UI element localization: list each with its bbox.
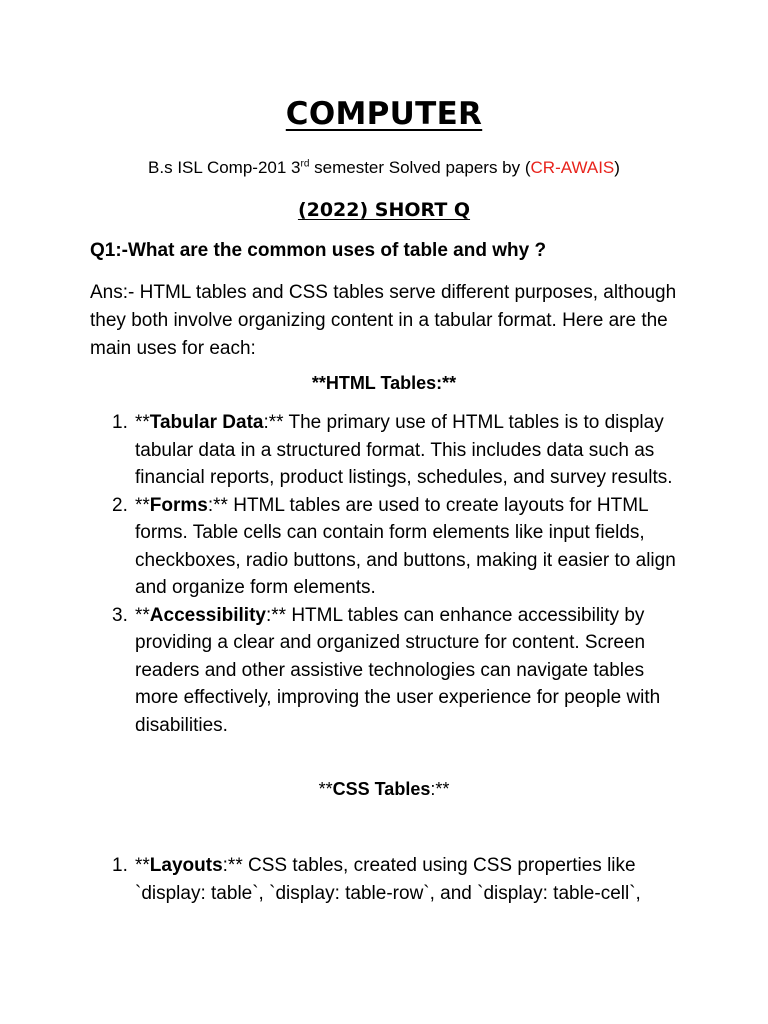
list-item-term: Tabular Data: [149, 412, 264, 433]
heading-marker: :**: [430, 779, 450, 799]
list-item-marker: :**: [265, 604, 287, 626]
subtitle-middle: semester Solved papers by (: [309, 158, 531, 177]
question-text: Q1:-What are the common uses of table and why ?: [90, 240, 547, 261]
list-item-number: 1.: [112, 855, 128, 876]
list-item: [90, 852, 690, 907]
list-item-text: CSS tables, created using CSS properties like `display: table`, `display: table-row`, and `display: table-cell`,: [135, 855, 641, 904]
html-tables-list: [90, 409, 690, 739]
list-item: [90, 602, 690, 740]
list-item-marker: **: [135, 412, 150, 433]
list-item-number: 3.: [112, 604, 128, 626]
list-item-text: HTML tables can enhance accessibility by providing a clear and organized structure for content. Screen readers and other assistive technologies can navigate tables more effectively, improving the user experience for people with disabilities.: [135, 604, 661, 736]
list-item-marker: **: [135, 604, 150, 626]
css-tables-heading: [0, 779, 768, 800]
list-item-term: Accessibility: [149, 604, 266, 626]
author-name: CR-AWAIS: [530, 158, 615, 177]
list-item-marker: :**: [207, 494, 228, 516]
list-item-number: 1.: [112, 412, 128, 433]
list-item-number: 2.: [112, 494, 128, 516]
list-item: [90, 409, 690, 492]
section-heading: (2022) SHORT Q: [297, 199, 471, 221]
list-item: [90, 492, 690, 602]
list-item-term: Layouts: [149, 855, 223, 876]
list-item-text: HTML tables are used to create layouts for HTML forms. Table cells can contain form elements like input fields, checkboxes, radio buttons, and buttons, making it easier to align and organize form elements.: [135, 494, 676, 598]
html-tables-heading: **HTML Tables:**: [311, 373, 457, 393]
css-tables-term: CSS Tables: [332, 779, 431, 799]
list-item-marker: **: [135, 494, 150, 516]
css-tables-list: [90, 852, 690, 907]
answer-intro: Ans:- HTML tables and CSS tables serve different purposes, although they both involve organizing content in a tabular format. Here are the main uses for each:: [90, 282, 677, 359]
list-item-marker: :**: [263, 412, 284, 433]
subtitle-prefix: B.s ISL Comp-201 3: [148, 158, 301, 177]
subtitle-superscript: rd: [300, 158, 310, 170]
list-item-text: The primary use of HTML tables is to display tabular data in a structured format. This includes data such as financial reports, product listings, schedules, and survey results.: [135, 412, 673, 488]
list-item-marker: :**: [222, 855, 243, 876]
list-item-marker: **: [135, 855, 150, 876]
subtitle-suffix: ): [614, 158, 620, 177]
document-title: COMPUTER: [285, 96, 483, 132]
list-item-term: Forms: [149, 494, 208, 516]
heading-marker: **: [318, 779, 333, 799]
document-subtitle: [0, 158, 768, 178]
